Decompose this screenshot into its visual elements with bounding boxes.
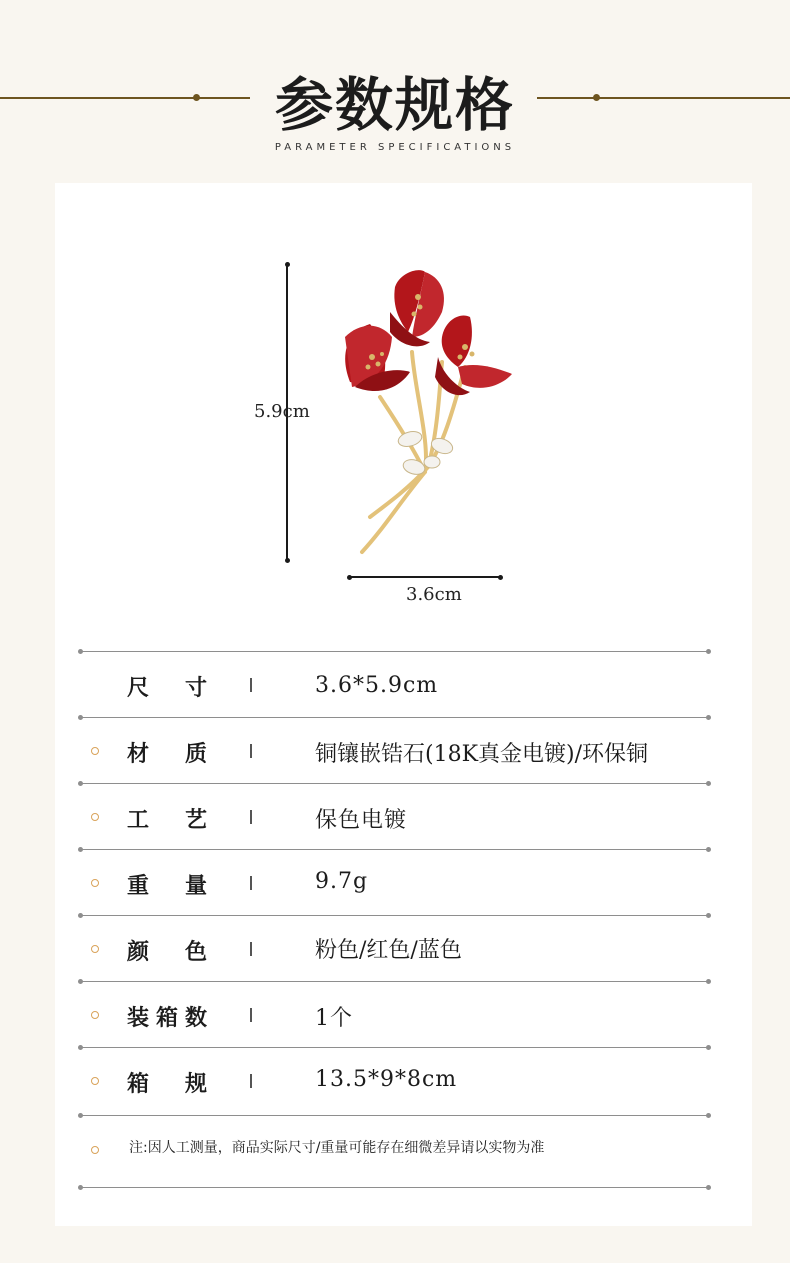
spec-separator <box>250 1008 252 1022</box>
spec-label: 颜色 <box>127 939 207 965</box>
bullet-icon <box>91 747 99 755</box>
spec-value: 3.6*5.9cm <box>315 673 439 698</box>
spec-label: 材质 <box>127 741 207 767</box>
divider <box>80 1187 709 1188</box>
brooch-image <box>330 262 520 562</box>
bullet-icon <box>91 813 99 821</box>
height-label: 5.9cm <box>254 401 310 422</box>
spec-separator <box>250 810 252 824</box>
flower-right <box>435 316 512 396</box>
spec-separator <box>250 744 252 758</box>
spec-separator <box>250 876 252 890</box>
width-dimension-left-dot <box>347 575 352 580</box>
spec-row-pack-qty <box>0 982 790 1048</box>
spec-row-craft <box>0 784 790 850</box>
width-dimension-right-dot <box>498 575 503 580</box>
spec-row-weight <box>0 850 790 916</box>
spec-label: 箱规 <box>127 1071 207 1097</box>
spec-value: 保色电镀 <box>315 808 408 833</box>
spec-separator <box>250 678 252 692</box>
spec-label: 重量 <box>127 873 207 899</box>
height-dimension-bottom-dot <box>285 558 290 563</box>
divider <box>80 1115 709 1116</box>
spec-value: 9.7g <box>315 869 369 894</box>
spec-value: 粉色/红色/蓝色 <box>315 938 462 963</box>
height-dimension-top-dot <box>285 262 290 267</box>
page-title: 参数规格 <box>274 71 515 139</box>
bullet-icon <box>91 879 99 887</box>
bullet-icon <box>91 1011 99 1019</box>
width-dimension-line <box>350 576 501 578</box>
spec-row-box-size <box>0 1048 790 1114</box>
width-label: 3.6cm <box>406 584 462 605</box>
flower-top <box>390 270 444 346</box>
spec-label: 尺寸 <box>127 675 207 701</box>
measurement-note: 注:因人工测量，商品实际尺寸/重量可能存在细微差异请以实物为准 <box>129 1140 545 1156</box>
spec-value: 13.5*9*8cm <box>315 1067 458 1092</box>
note-bullet-icon <box>91 1146 99 1154</box>
page-subtitle: PARAMETER SPECIFICATIONS <box>274 142 516 153</box>
spec-separator <box>250 942 252 956</box>
spec-label: 装箱数 <box>127 1005 207 1031</box>
spec-label: 工艺 <box>127 807 207 833</box>
spec-row-material <box>0 718 790 784</box>
spec-row-color <box>0 916 790 982</box>
bullet-icon <box>91 945 99 953</box>
spec-row-size <box>0 652 790 718</box>
spec-value: 铜镶嵌锆石(18K真金电镀)/环保铜 <box>315 742 649 767</box>
bullet-icon <box>91 1077 99 1085</box>
spec-value: 1个 <box>315 1006 353 1031</box>
spec-separator <box>250 1074 252 1088</box>
